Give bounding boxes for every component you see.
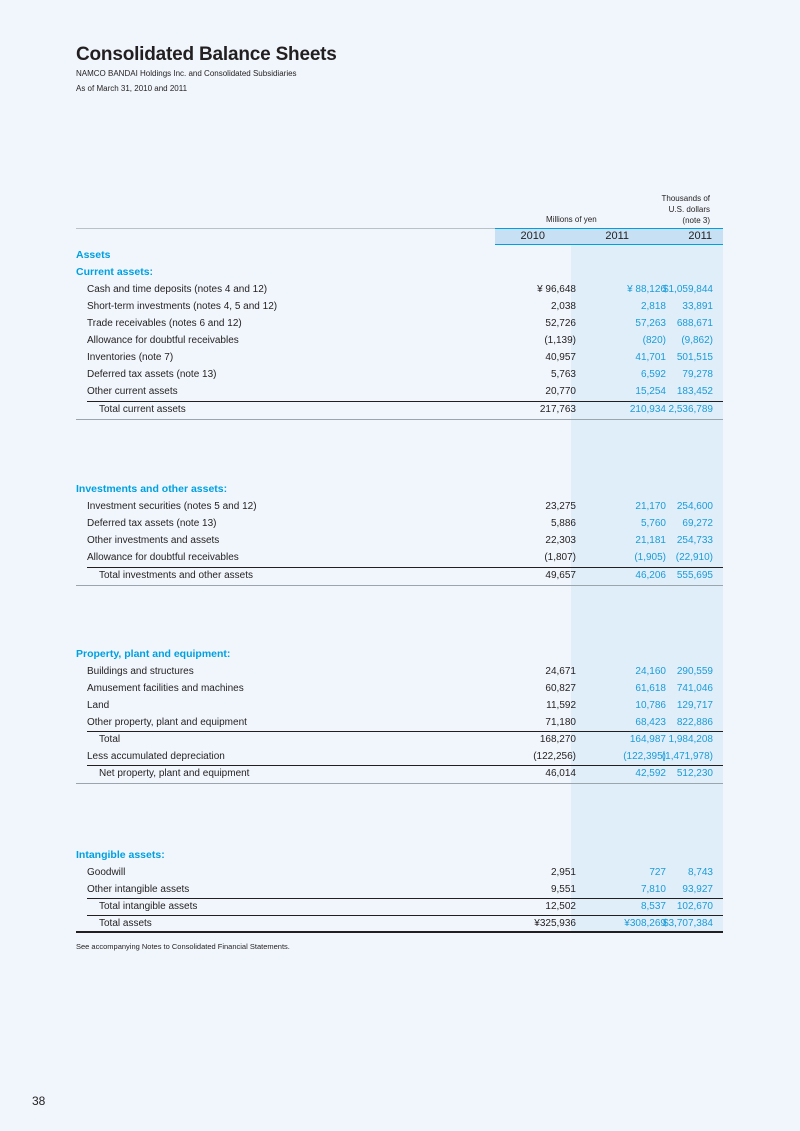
value-2010: (122,256) <box>533 751 576 762</box>
value-2010: 23,275 <box>545 501 576 512</box>
value-usd: 512,230 <box>676 768 713 779</box>
value-2011: 164,987 <box>629 734 666 745</box>
row-label: Other property, plant and equipment <box>87 717 247 728</box>
value-usd: 254,600 <box>676 501 713 512</box>
section-investments: Investments and other assets: <box>76 483 228 495</box>
section-property: Property, plant and equipment: <box>76 648 231 660</box>
value-usd: (9,862) <box>681 335 713 346</box>
section-rule <box>76 585 723 586</box>
row-label: Total <box>99 734 121 745</box>
table-row <box>76 515 723 532</box>
value-2011: 7,810 <box>640 884 666 895</box>
value-2010: 2,038 <box>550 301 576 312</box>
value-2011: 41,701 <box>635 352 666 363</box>
row-label: Total intangible assets <box>99 901 198 912</box>
value-2010: 49,657 <box>545 570 576 581</box>
value-usd: $3,707,384 <box>662 918 713 929</box>
unit-usd-line: (note 3) <box>682 216 710 225</box>
table-row <box>76 281 723 298</box>
value-2011: ¥308,269 <box>624 918 666 929</box>
year-header-2011-usd: 2011 <box>688 230 712 242</box>
row-label: Investment securities (notes 5 and 12) <box>87 501 257 512</box>
value-2010: 60,827 <box>545 683 576 694</box>
year-header-bar <box>495 228 723 245</box>
value-usd: 183,452 <box>676 386 713 397</box>
value-2011: 57,263 <box>635 318 666 329</box>
row-label: Less accumulated depreciation <box>87 751 225 762</box>
value-2010: (1,807) <box>544 552 576 563</box>
value-usd: 79,278 <box>682 369 713 380</box>
value-usd: 254,733 <box>676 535 713 546</box>
value-2011: 24,160 <box>635 666 666 677</box>
value-2010: 20,770 <box>545 386 576 397</box>
value-2011: 61,618 <box>635 683 666 694</box>
table-row <box>76 714 723 731</box>
value-2010: ¥325,936 <box>534 918 576 929</box>
value-usd: 102,670 <box>676 901 713 912</box>
section-rule <box>76 419 723 420</box>
row-label: Cash and time deposits (notes 4 and 12) <box>87 284 268 295</box>
value-2010: 11,592 <box>546 700 576 711</box>
value-usd: 69,272 <box>682 518 713 529</box>
section-assets: Assets <box>76 249 111 261</box>
value-2011: 46,206 <box>635 570 666 581</box>
table-row-subtotal <box>76 401 723 418</box>
value-usd: 290,559 <box>676 666 713 677</box>
value-usd: 822,886 <box>676 717 713 728</box>
value-usd: 8,743 <box>687 867 713 878</box>
footnote: See accompanying Notes to Consolidated Financial Statements. <box>76 942 290 951</box>
section-rule <box>76 783 723 784</box>
table-row-subtotal <box>76 567 723 584</box>
row-label: Deferred tax assets (note 13) <box>87 369 217 380</box>
value-2010: ¥ 96,648 <box>537 284 576 295</box>
value-2011: 5,760 <box>640 518 666 529</box>
value-2010: 217,763 <box>539 404 576 415</box>
value-2011: 210,934 <box>629 404 666 415</box>
unit-label-yen: Millions of yen <box>546 215 597 224</box>
table-row <box>76 881 723 898</box>
section-current-assets: Current assets: <box>76 266 154 278</box>
row-label: Land <box>87 700 110 711</box>
value-2011: 2,818 <box>640 301 666 312</box>
value-usd: 33,891 <box>682 301 713 312</box>
row-label: Other investments and assets <box>87 535 220 546</box>
table-row <box>76 383 723 400</box>
value-2010: 40,957 <box>545 352 576 363</box>
value-usd: 129,717 <box>676 700 713 711</box>
value-2011: (1,905) <box>634 552 666 563</box>
value-usd: 688,671 <box>676 318 713 329</box>
table-row <box>76 697 723 714</box>
value-2010: 71,180 <box>545 717 576 728</box>
value-usd: 93,927 <box>682 884 713 895</box>
page-title: Consolidated Balance Sheets <box>76 44 337 65</box>
value-2010: 24,671 <box>545 666 576 677</box>
value-2011: 21,181 <box>635 535 666 546</box>
value-2010: 168,270 <box>539 734 576 745</box>
section-intangible: Intangible assets: <box>76 849 165 861</box>
value-2011: ¥ 88,126 <box>627 284 666 295</box>
row-label: Amusement facilities and machines <box>87 683 244 694</box>
value-usd: 2,536,789 <box>668 404 713 415</box>
row-label: Trade receivables (notes 6 and 12) <box>87 318 242 329</box>
row-label: Goodwill <box>87 867 126 878</box>
table-row <box>76 366 723 383</box>
year-header-2011-yen: 2011 <box>605 230 629 242</box>
value-2011: (122,395) <box>623 751 666 762</box>
row-label: Net property, plant and equipment <box>99 768 250 779</box>
row-label: Inventories (note 7) <box>87 352 174 363</box>
table-row-subtotal <box>76 731 723 748</box>
value-usd: (1,471,978) <box>661 751 713 762</box>
value-2011: 21,170 <box>635 501 666 512</box>
row-label: Allowance for doubtful receivables <box>87 335 239 346</box>
value-2011: 6,592 <box>640 369 666 380</box>
value-2010: 22,303 <box>545 535 576 546</box>
table-row <box>76 532 723 549</box>
row-label: Total assets <box>99 918 152 929</box>
value-2010: 5,763 <box>550 369 576 380</box>
row-label: Deferred tax assets (note 13) <box>87 518 217 529</box>
table-row <box>76 549 723 566</box>
table-row <box>76 680 723 697</box>
value-usd: 555,695 <box>676 570 713 581</box>
unit-usd-line: U.S. dollars <box>668 205 710 214</box>
unit-usd-line: Thousands of <box>661 194 710 203</box>
table-row <box>76 332 723 349</box>
value-2010: (1,139) <box>544 335 576 346</box>
value-usd: (22,910) <box>675 552 713 563</box>
value-2011: 15,254 <box>635 386 666 397</box>
row-label: Total current assets <box>99 404 186 415</box>
value-2010: 46,014 <box>545 768 576 779</box>
value-usd: $1,059,844 <box>662 284 713 295</box>
value-2011: 42,592 <box>635 768 666 779</box>
table-row <box>76 498 723 515</box>
row-label: Buildings and structures <box>87 666 194 677</box>
year-header-2010: 2010 <box>520 230 545 242</box>
unit-label-usd <box>650 193 710 226</box>
header-rule <box>76 228 495 229</box>
value-2010: 52,726 <box>545 318 576 329</box>
table-row-total <box>76 915 723 932</box>
value-2011: 10,786 <box>635 700 666 711</box>
page-number: 38 <box>32 1094 46 1108</box>
value-2011: 727 <box>649 867 666 878</box>
row-label: Total investments and other assets <box>99 570 253 581</box>
table-row <box>76 663 723 680</box>
period-subtitle: As of March 31, 2010 and 2011 <box>76 84 188 93</box>
company-subtitle: NAMCO BANDAI Holdings Inc. and Consolidated Subsidiaries <box>76 69 297 78</box>
row-label: Short-term investments (notes 4, 5 and 12) <box>87 301 278 312</box>
value-2010: 9,551 <box>550 884 576 895</box>
table-row-subtotal <box>76 765 723 782</box>
row-label: Other current assets <box>87 386 178 397</box>
table-row <box>76 315 723 332</box>
table-row-subtotal <box>76 898 723 915</box>
value-usd: 501,515 <box>676 352 713 363</box>
value-2011: 8,537 <box>640 901 666 912</box>
value-2011: (820) <box>642 335 666 346</box>
table-row <box>76 748 723 765</box>
row-label: Allowance for doubtful receivables <box>87 552 239 563</box>
value-2010: 2,951 <box>550 867 576 878</box>
table-row <box>76 349 723 366</box>
table-row <box>76 298 723 315</box>
value-usd: 741,046 <box>676 683 713 694</box>
value-usd: 1,984,208 <box>668 734 713 745</box>
row-label: Other intangible assets <box>87 884 190 895</box>
value-2010: 12,502 <box>545 901 576 912</box>
total-double-rule <box>76 931 723 933</box>
value-2011: 68,423 <box>635 717 666 728</box>
table-row <box>76 864 723 881</box>
value-2010: 5,886 <box>550 518 576 529</box>
